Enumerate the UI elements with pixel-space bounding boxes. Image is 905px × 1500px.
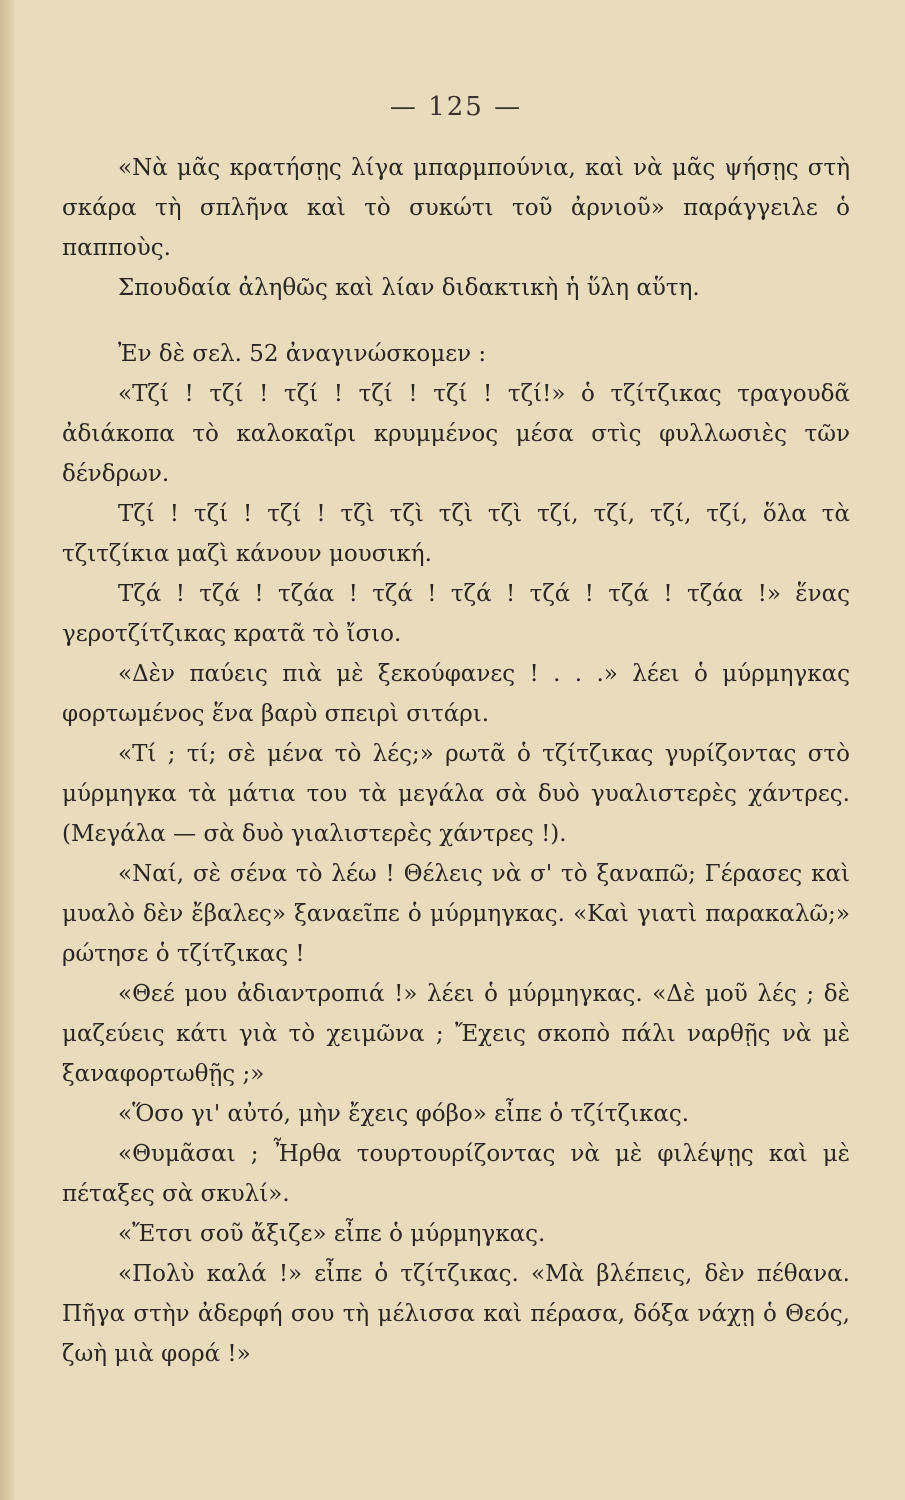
paragraph-8: «Τί ; τί; σὲ μένα τὸ λές;» ρωτᾶ ὁ τζίτζικας γυρίζοντας στὸ μύρμηγκα τὰ μάτια του τὰ μεγάλα σὰ δυὸ γυαλιστερὲς χάντρες. (Μεγάλα — σὰ δυὸ γιαλιστερὲς χάντρες !). [62, 741, 850, 847]
paragraph-13: «Ἔτσι σοῦ ἄξιζε» εἶπε ὁ μύρμηγκας. [118, 1221, 546, 1247]
paragraph-4: «Τζί ! τζί ! τζί ! τζί ! τζί ! τζί!» ὁ τζίτζικας τραγουδᾶ ἀδιάκοπα τὸ καλοκαῖρι κρυμμένος μέσα στὶς φυλλωσιὲς τῶν δένδρων. [62, 381, 850, 487]
book-page [62, 92, 850, 1374]
paragraph-14: «Πολὺ καλά !» εἶπε ὁ τζίτζικας. «Μὰ βλέπεις, δὲν πέθανα. Πῆγα στὴν ἀδερφή σου τὴ μέλισσα καὶ πέρασα, δόξα νάχῃ ὁ Θεός, ζωὴ μιὰ φορά !» [62, 1261, 850, 1367]
page-edge [0, 0, 14, 1500]
paragraph-1: «Νὰ μᾶς κρατήσῃς λίγα μπαρμπούνια, καὶ νὰ μᾶς ψήσῃς στὴ σκάρα τὴ σπλῆνα καὶ τὸ συκώτι τοῦ ἀρνιοῦ» παράγγειλε ὁ παπποὺς. [62, 155, 850, 261]
paragraph-9: «Ναί, σὲ σένα τὸ λέω ! Θέλεις νὰ σ' τὸ ξαναπῶ; Γέρασες καὶ μυαλὸ δὲν ἔβαλες» ξαναεῖπε ὁ μύρμηγκας. «Καὶ γιατὶ παρακαλῶ;» ρώτησε ὁ τζίτζικας ! [62, 861, 850, 967]
paragraph-11: «Ὅσο γι' αὐτό, μὴν ἔχεις φόβο» εἶπε ὁ τζίτζικας. [118, 1101, 690, 1127]
paragraph-7: «Δὲν παύεις πιὰ μὲ ξεκούφανες ! . . .» λέει ὁ μύρμηγκας φορτωμένος ἕνα βαρὺ σπειρὶ σιτάρι. [62, 661, 850, 727]
paragraph-10: «Θεέ μου ἀδιαντροπιά !» λέει ὁ μύρμηγκας. «Δὲ μοῦ λές ; δὲ μαζεύεις κάτι γιὰ τὸ χειμῶνα ; Ἔχεις σκοπὸ πάλι ναρθῇς νὰ μὲ ξαναφορτωθῇς ;» [62, 981, 850, 1087]
page-number: — 125 — [389, 92, 523, 122]
paragraph-5: Τζί ! τζί ! τζί ! τζὶ τζὶ τζὶ τζὶ τζί, τζί, τζί, τζί, ὅλα τὰ τζιτζίκια μαζὶ κάνουν μουσική. [62, 501, 850, 567]
paragraph-12: «Θυμᾶσαι ; Ἦρθα τουρτουρίζοντας νὰ μὲ φιλέψῃς καὶ μὲ πέταξες σὰ σκυλί». [62, 1141, 850, 1207]
paragraph-6: Τζά ! τζά ! τζάα ! τζά ! τζά ! τζά ! τζά ! τζάα !» ἕνας γεροτζίτζικας κρατᾶ τὸ ἴσιο. [62, 581, 850, 647]
paragraph-2: Σπουδαία ἀληθῶς καὶ λίαν διδακτικὴ ἡ ὕλη αὕτη. [118, 275, 700, 301]
paragraph-3: Ἐν δὲ σελ. 52 ἀναγινώσκομεν : [118, 341, 487, 367]
